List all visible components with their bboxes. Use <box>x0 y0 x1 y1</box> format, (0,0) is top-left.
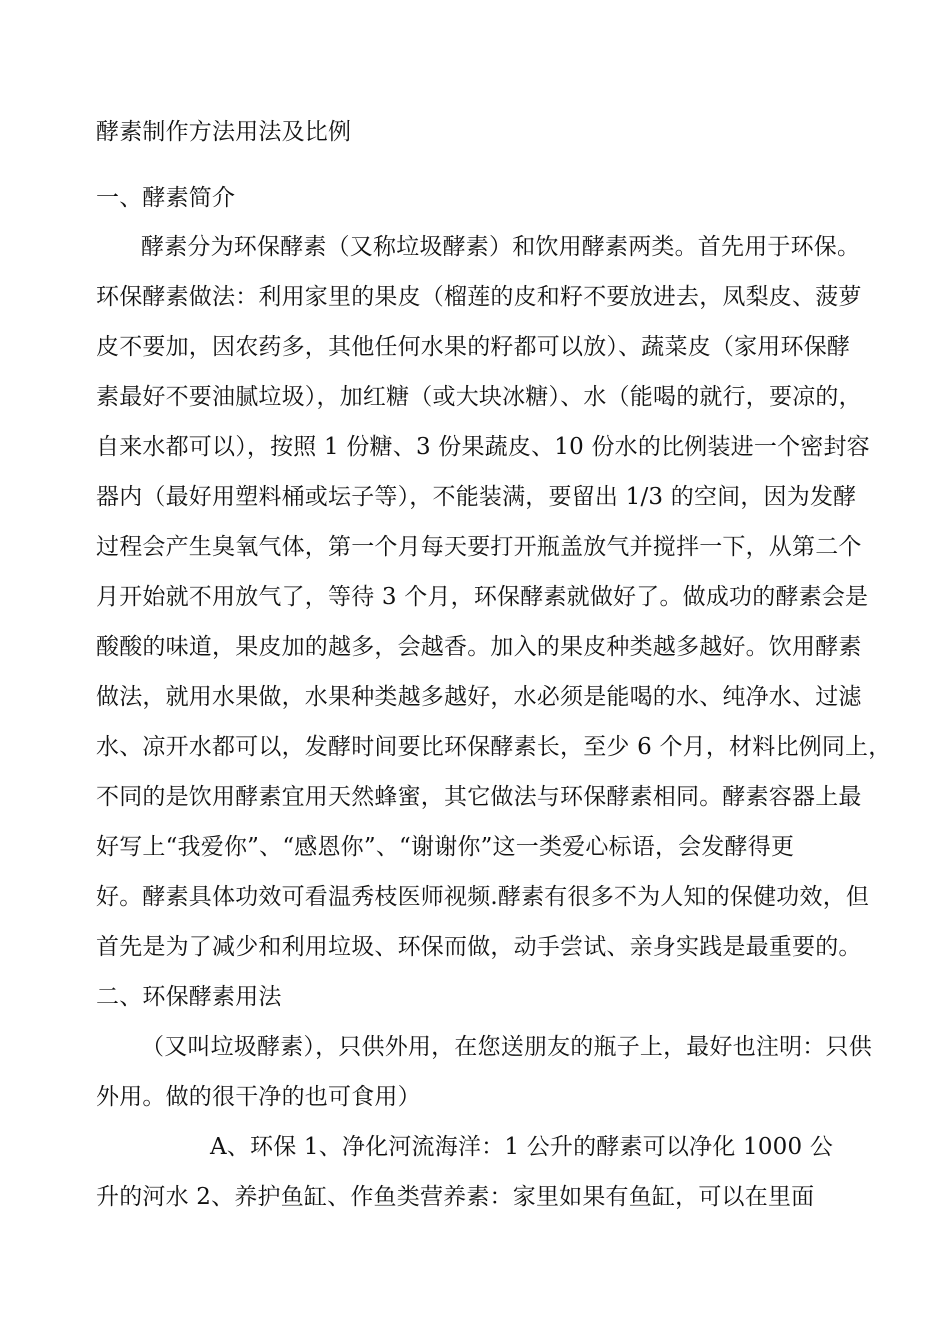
paragraph-line: （又叫垃圾酵素），只供外用，在您送朋友的瓶子上，最好也注明：只供 <box>141 1034 872 1060</box>
paragraph-line: 素最好不要油腻垃圾），加红糖（或大块冰糖）、水（能喝的就行，要凉的， <box>96 384 862 410</box>
paragraph-line: 不同的是饮用酵素宜用天然蜂蜜，其它做法与环保酵素相同。酵素容器上最 <box>96 784 862 810</box>
document-title: 酵素制作方法用法及比例 <box>96 119 352 145</box>
paragraph-line: 首先是为了减少和利用垃圾、环保而做，动手尝试、亲身实践是最重要的。 <box>96 934 862 960</box>
paragraph-line: 月开始就不用放气了，等待 3 个月，环保酵素就做好了。做成功的酵素会是 <box>96 584 869 610</box>
section2-heading: 二、环保酵素用法 <box>96 984 282 1010</box>
paragraph-line: 酵素分为环保酵素（又称垃圾酵素）和饮用酵素两类。首先用于环保。 <box>141 234 861 260</box>
paragraph-line: 好写上“我爱你”、“感恩你”、“谢谢你”这一类爱心标语，会发酵得更 <box>96 834 795 860</box>
paragraph-line: A、环保 1、净化河流海洋：1 公升的酵素可以净化 1000 公 <box>210 1134 834 1160</box>
paragraph-line: 过程会产生臭氧气体，第一个月每天要打开瓶盖放气并搅拌一下，从第二个 <box>96 534 862 560</box>
paragraph-line: 环保酵素做法：利用家里的果皮（榴莲的皮和籽不要放进去，凤梨皮、菠萝 <box>96 284 862 310</box>
paragraph-line: 皮不要加，因农药多，其他任何水果的籽都可以放）、蔬菜皮（家用环保酵 <box>96 334 851 360</box>
paragraph-line: 升的河水 2、养护鱼缸、作鱼类营养素：家里如果有鱼缸，可以在里面 <box>96 1184 815 1210</box>
paragraph-line: 外用。做的很干净的也可食用） <box>96 1084 421 1110</box>
paragraph-line: 酸酸的味道，果皮加的越多，会越香。加入的果皮种类越多越好。饮用酵素 <box>96 634 862 660</box>
section1-heading: 一、酵素简介 <box>96 185 236 211</box>
paragraph-line: 器内（最好用塑料桶或坛子等），不能装满，要留出 1/3 的空间，因为发酵 <box>96 484 857 510</box>
paragraph-line: 自来水都可以），按照 1 份糖、3 份果蔬皮、10 份水的比例装进一个密封容 <box>96 434 870 460</box>
paragraph-line: 做法，就用水果做，水果种类越多越好，水必须是能喝的水、纯净水、过滤 <box>96 684 862 710</box>
paragraph-line: 好。酵素具体功效可看温秀枝医师视频.酵素有很多不为人知的保健功效，但 <box>96 884 870 910</box>
paragraph-line: 水、凉开水都可以，发酵时间要比环保酵素长，至少 6 个月，材料比例同上， <box>96 734 892 760</box>
